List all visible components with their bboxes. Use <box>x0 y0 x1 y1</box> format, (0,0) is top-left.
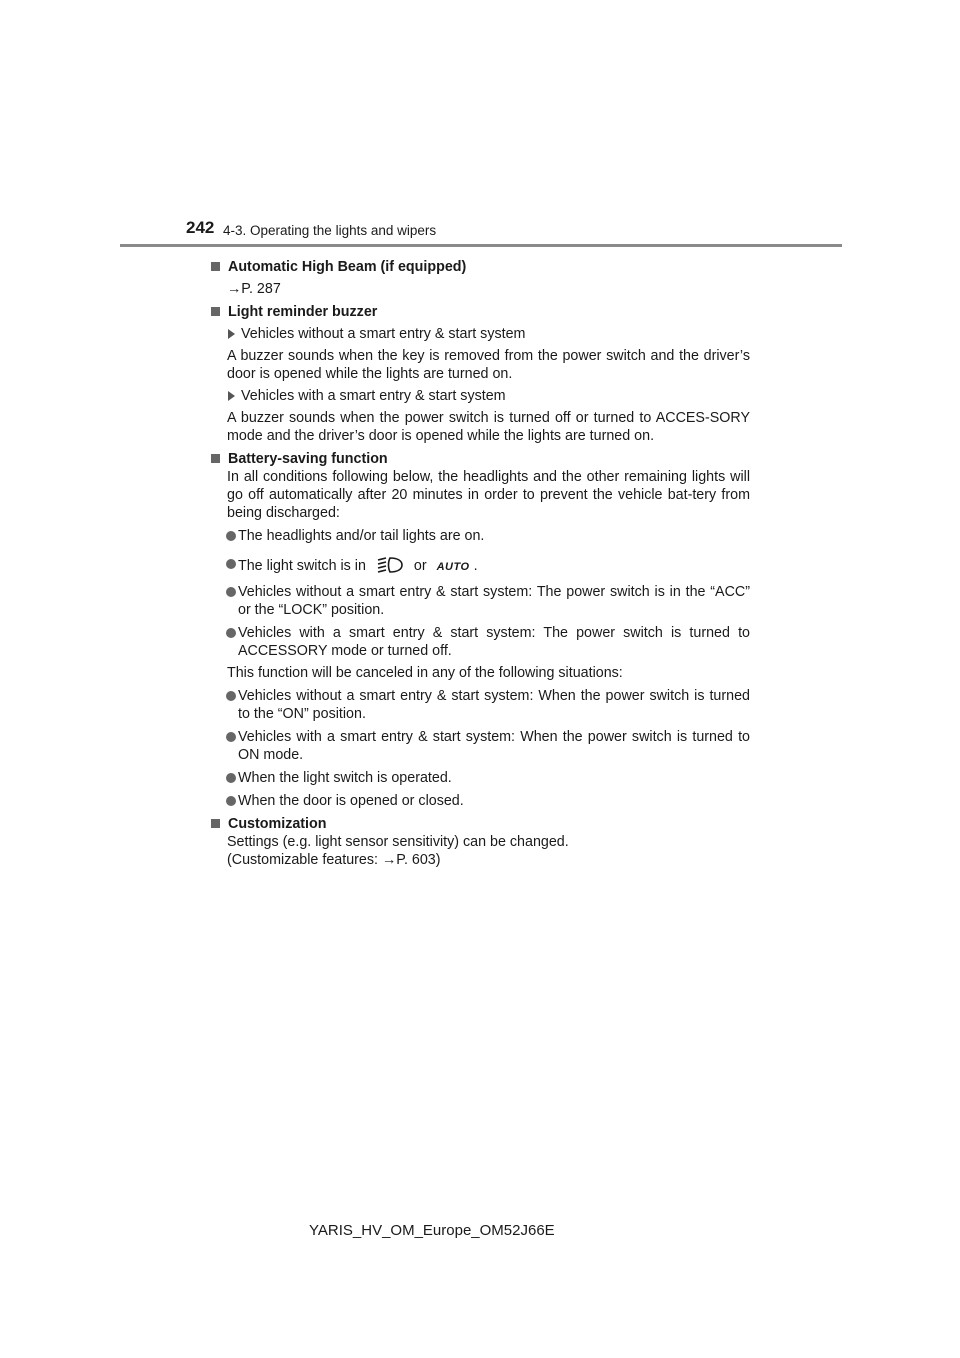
triangle-bullet-icon <box>228 391 235 401</box>
round-bullet-icon <box>226 628 236 638</box>
customization-text: Settings (e.g. light sensor sensitivity) can be changed. <box>227 834 569 850</box>
header-divider <box>120 244 842 247</box>
document-code: YARIS_HV_OM_Europe_OM52J66E <box>309 1222 555 1239</box>
list-item: Vehicles with a smart entry & start system: The power switch is turned to ACCESSORY mode or turned off. <box>210 624 750 660</box>
page-content <box>210 253 750 869</box>
cancel-intro: This function will be canceled in any of the following situations: <box>227 665 623 681</box>
buzzer-text-with-smart-entry: A buzzer sounds when the power switch is turned off or turned to ACCES-SORY mode and the driver’s door is opened while the lights are turned on. <box>227 410 750 444</box>
list-item: Vehicles without a smart entry & start system: The power switch is in the “ACC” or the “LOCK” position. <box>210 583 750 619</box>
auto-icon: AUTO <box>436 561 470 573</box>
customization-reference[interactable]: (Customizable features: →P. 603) <box>227 852 441 868</box>
round-bullet-icon <box>226 587 236 597</box>
arrow-icon: → <box>227 281 242 297</box>
square-bullet-icon <box>211 454 220 463</box>
headlight-icon <box>376 555 404 575</box>
round-bullet-icon <box>226 531 236 541</box>
list-item: When the light switch is operated. <box>210 769 750 787</box>
section-title: 4-3. Operating the lights and wipers <box>223 223 437 238</box>
heading-light-reminder-buzzer: Light reminder buzzer <box>210 303 750 321</box>
heading-customization: Customization <box>210 815 750 833</box>
list-item: The headlights and/or tail lights are on. <box>210 527 750 545</box>
buzzer-text-without-smart-entry: A buzzer sounds when the key is removed from the power switch and the driver’s door is opened while the lights are turned on. <box>227 348 750 382</box>
square-bullet-icon <box>211 307 220 316</box>
round-bullet-icon <box>226 559 236 569</box>
battery-intro: In all conditions following below, the headlights and the other remaining lights will go off automatically after 20 minutes in order to prevent the vehicle bat-tery from being discharged: <box>227 469 750 521</box>
subheading-without-smart-entry: Vehicles without a smart entry & start system <box>210 325 750 343</box>
arrow-icon: → <box>381 852 397 868</box>
round-bullet-icon <box>226 732 236 742</box>
heading-battery-saving: Battery-saving function <box>210 450 750 468</box>
round-bullet-icon <box>226 796 236 806</box>
triangle-bullet-icon <box>228 329 235 339</box>
heading-automatic-high-beam: Automatic High Beam (if equipped) <box>210 258 750 276</box>
list-item: Vehicles with a smart entry & start system: When the power switch is turned to ON mode. <box>210 728 750 764</box>
list-item: The light switch is in or AUTO . <box>210 555 750 576</box>
square-bullet-icon <box>211 819 220 828</box>
list-item: When the door is opened or closed. <box>210 792 750 810</box>
page-number: 242 <box>186 218 215 237</box>
square-bullet-icon <box>211 262 220 271</box>
round-bullet-icon <box>226 691 236 701</box>
list-item: Vehicles without a smart entry & start system: When the power switch is turned to the “ON” position. <box>210 687 750 723</box>
subheading-with-smart-entry: Vehicles with a smart entry & start system <box>210 387 750 405</box>
round-bullet-icon <box>226 773 236 783</box>
page-reference-link[interactable]: →P. 287 <box>227 281 281 297</box>
